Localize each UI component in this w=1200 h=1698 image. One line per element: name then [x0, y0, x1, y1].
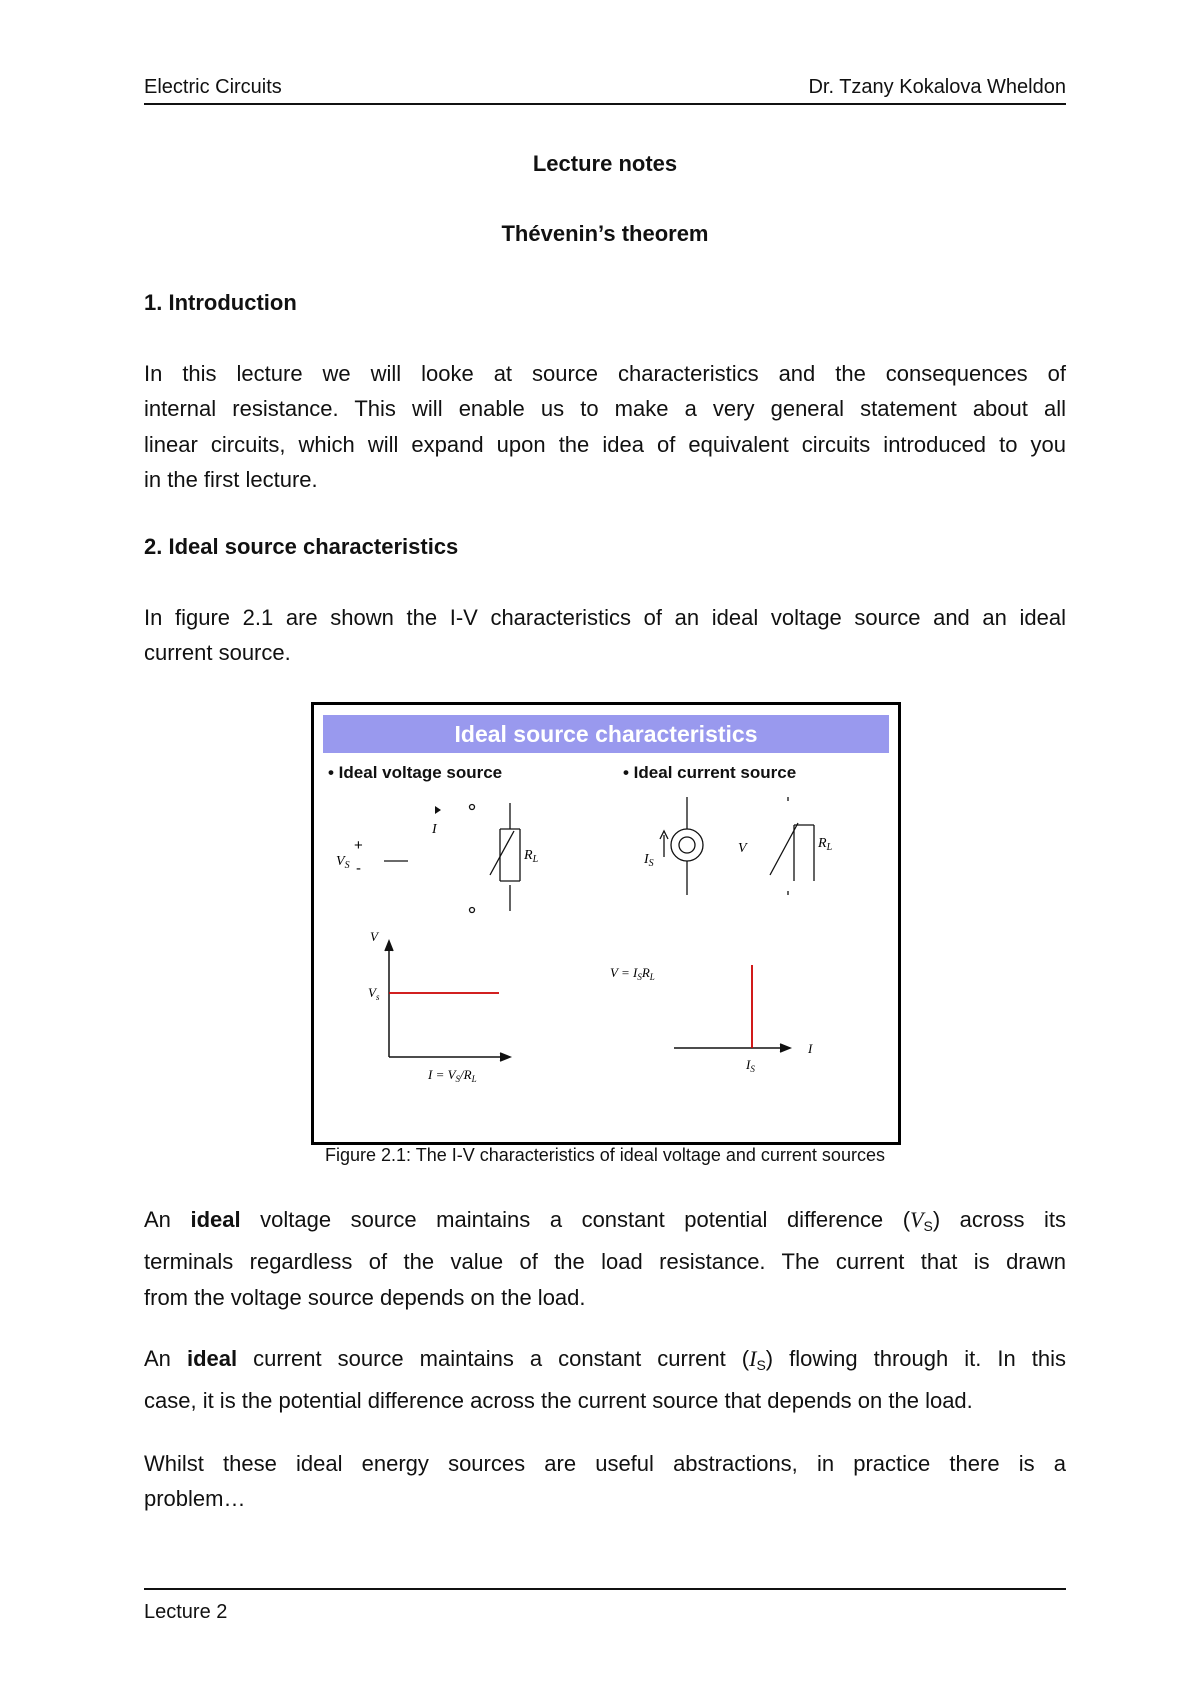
section-2-line: current source. — [144, 640, 291, 666]
voltage-graph-vs-label: $V_s$ — [368, 985, 380, 1002]
section-2-line: In figure 2.1 are shown the I-V characteristics of an ideal voltage source and an ideal — [144, 605, 1066, 630]
current-source-paragraph — [144, 1341, 1066, 1419]
voltage-line-2: terminals regardless of the value of the load resistance. The current that is drawn — [144, 1249, 1066, 1275]
section-2-heading: 2. Ideal source characteristics — [144, 534, 459, 559]
current-line-2: case, it is the potential difference across the current source that depends on the load. — [144, 1388, 973, 1414]
current-graph-axes — [674, 1044, 790, 1052]
current-label-v: V — [738, 841, 747, 856]
whilst-paragraph — [144, 1446, 1066, 1517]
running-footer: Lecture 2 — [144, 1601, 228, 1623]
page-title: Lecture notes — [532, 151, 678, 176]
current-graph-formula: $V = I_SR_L$ — [610, 965, 655, 982]
section-1-line: In this lecture we will looke at source characteristics and the consequences of — [144, 361, 1066, 386]
current-graph-xlabel: I — [808, 1041, 813, 1056]
right-panel-title: • Ideal current source — [623, 763, 797, 782]
running-header-right: Dr. Tzany Kokalova Wheldon — [808, 76, 1066, 98]
whilst-line-2: problem… — [144, 1486, 246, 1512]
current-source-circuit — [660, 797, 814, 895]
current-graph-is-label: $I_S$ — [746, 1057, 755, 1074]
circuit-label-minus: - — [356, 860, 361, 877]
voltage-line-3: from the voltage source depends on the load. — [144, 1284, 586, 1310]
header-rule — [144, 103, 1066, 105]
voltage-graph-axes — [385, 941, 510, 1061]
circuit-label-i: I — [432, 822, 437, 837]
current-label-rl: $R_L$ — [818, 836, 833, 853]
current-line-1: An ideal current source maintains a constant current $(I_S)$ flowing through it. In this — [144, 1346, 1066, 1373]
page-subtitle: Thévenin’s theorem — [501, 221, 709, 246]
circuit-label-rl: $R_L$ — [524, 848, 539, 865]
footer-rule — [144, 1588, 1066, 1590]
current-label-is: $I_S$ — [644, 852, 654, 869]
voltage-source-paragraph — [144, 1202, 1066, 1315]
section-1-line: internal resistance. This will enable us to make a very general statement about all — [144, 396, 1066, 422]
voltage-graph-ylabel: V — [370, 929, 378, 944]
section-1-line: in the first lecture. — [144, 466, 318, 492]
section-1-line: linear circuits, which will expand upon the idea of equivalent circuits introduced to you — [144, 431, 1066, 457]
left-panel-title: • Ideal voltage source — [328, 763, 503, 782]
section-1-paragraph — [144, 356, 1066, 497]
circuit-label-plus: + — [354, 837, 363, 854]
section-1-heading: 1. Introduction — [144, 290, 297, 315]
figure-caption: Figure 2.1: The I-V characteristics of ideal voltage and current sources — [325, 1145, 885, 1165]
voltage-line-1: An ideal voltage source maintains a constant potential difference $(V_S)$ across its — [144, 1207, 1066, 1234]
circuit-label-vs: $V_S$ — [336, 854, 350, 871]
running-header-left: Electric Circuits — [144, 76, 282, 98]
figure-banner-text: Ideal source characteristics — [454, 721, 758, 747]
figure-2-1 — [311, 702, 901, 1145]
voltage-source-circuit — [384, 803, 520, 913]
section-2-paragraph — [144, 600, 1066, 671]
whilst-line-1: Whilst these ideal energy sources are useful abstractions, in practice there is a — [144, 1451, 1066, 1476]
figure-svg — [314, 705, 898, 1142]
voltage-graph-xlabel: $I = V_S/R_L$ — [428, 1067, 477, 1084]
